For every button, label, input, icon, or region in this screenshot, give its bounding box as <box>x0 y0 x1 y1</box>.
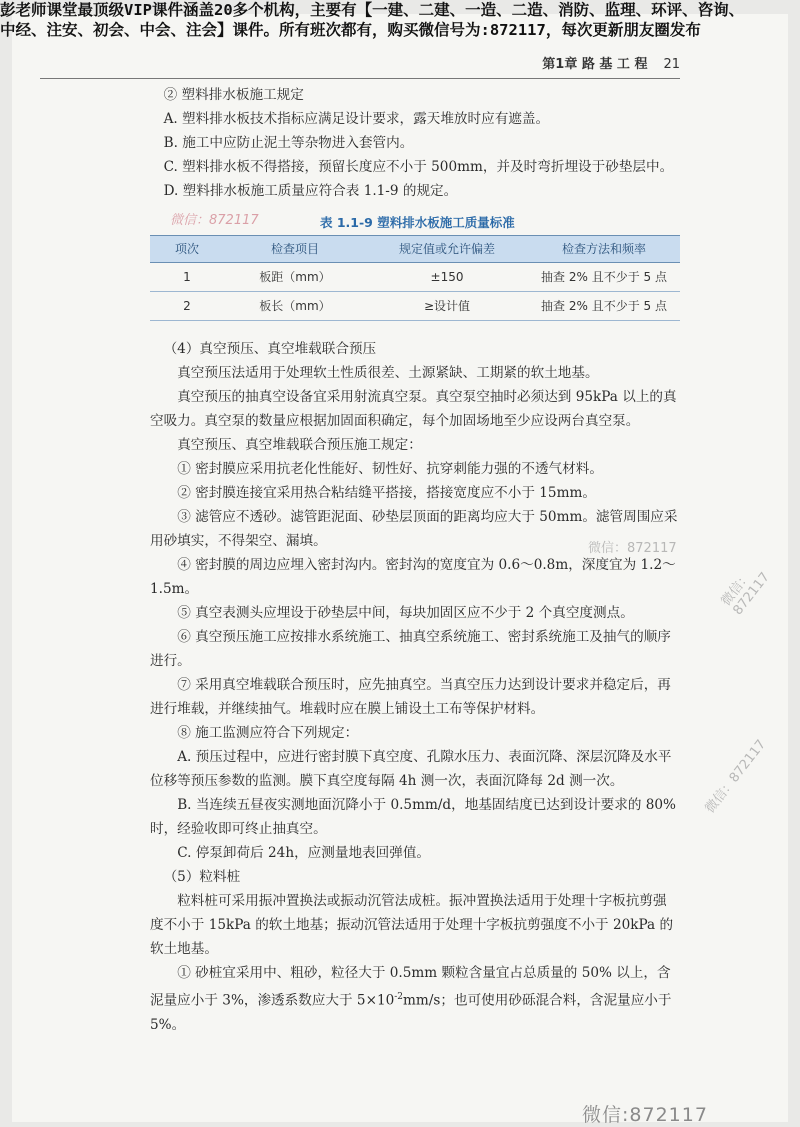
page-number: 21 <box>663 57 680 72</box>
sec2-item-5: ⑤ 真空表测头应埋设于砂垫层中间，每块加固区应不少于 2 个真空度测点。 <box>177 605 634 621</box>
sec2-item-3: ③ 滤管应不透砂。滤管距泥面、砂垫层顶面的距离均应大于 50mm。滤管周围应采用砂填实，不得架空、漏填。 <box>150 509 678 549</box>
cell: ≥设计值 <box>366 292 528 321</box>
sec3-p2-text-b: mm/s；也可使用砂砾混合料，含泥量应小于 5%。 <box>150 992 672 1033</box>
cell: 板长（mm） <box>224 292 366 321</box>
cell: 抽查 2% 且不少于 5 点 <box>528 292 680 321</box>
table-row <box>150 292 680 321</box>
banner-line-2: 中经、注安、初会、中会、注会】课件。所有班次都有，购买微信号为:872117，每次更新朋友圈发布 <box>0 21 701 39</box>
th-item: 检查项目 <box>224 236 366 263</box>
sec2-item-b: B. 当连续五昼夜实测地面沉降小于 0.5mm/d，地基固结度已达到设计要求的 80% 时，经验收即可终止抽真空。 <box>150 797 676 837</box>
watermark-3: 微信：872117 <box>702 737 770 817</box>
table-row <box>150 263 680 292</box>
sec2-item-8: ⑧ 施工监测应符合下列规定： <box>177 725 359 741</box>
cell: 1 <box>150 263 224 292</box>
sec2-item-7: ⑦ 采用真空堆载联合预压时，应先抽真空。当真空压力达到设计要求并稳定后，再进行堆载，并继续抽气。堆载时应在膜上铺设土工布等保护材料。 <box>150 677 671 717</box>
sec1-heading: ② 塑料排水板施工规定 <box>163 87 304 103</box>
sec3-heading: （5）粒料桩 <box>163 869 241 885</box>
sec2-heading: （4）真空预压、真空堆载联合预压 <box>163 341 377 357</box>
sec3-p1: 粒料桩可采用振冲置换法或振动沉管法成桩。振冲置换法适用于处理十字板抗剪强度不小于 15kPa 的软土地基；振动沉管法适用于处理十字板抗剪强度不小于 20kPa 的软土地基。 <box>150 893 674 957</box>
promo-banner <box>0 0 800 40</box>
quality-table <box>150 235 680 321</box>
sec2-item-2: ② 密封膜连接宜采用热合粘结缝平搭接，搭接宽度应不小于 15mm。 <box>177 485 596 501</box>
cell: 2 <box>150 292 224 321</box>
table-caption: 表 1.1-9 塑料排水板施工质量标准 <box>320 215 515 230</box>
sec2-item-1: ① 密封膜应采用抗老化性能好、韧性好、抗穿刺能力强的不透气材料。 <box>177 461 603 477</box>
sec2-item-4: ④ 密封膜的周边应埋入密封沟内。密封沟的宽度宜为 0.6～0.8m，深度宜为 1.2～1.5m。 <box>150 557 676 597</box>
running-head <box>40 53 680 79</box>
sec2-p3: 真空预压、真空堆载联合预压施工规定： <box>177 437 422 453</box>
sec2-p2: 真空预压的抽真空设备宜采用射流真空泵。真空泵空抽时必须达到 95kPa 以上的真空吸力。真空泵的数量应根据加固面积确定，每个加固场地至少应设两台真空泵。 <box>150 389 677 429</box>
watermark-1: 微信：872117 <box>588 541 677 556</box>
th-spec: 规定值或允许偏差 <box>366 236 528 263</box>
table-watermark: 微信：872117 <box>170 213 259 228</box>
sec1-item-b: B. 施工中应防止泥土等杂物进入套管内。 <box>163 135 414 151</box>
chapter-title: 第1章 路 基 工 程 <box>542 57 648 72</box>
cell: 抽查 2% 且不少于 5 点 <box>528 263 680 292</box>
th-method: 检查方法和频率 <box>528 236 680 263</box>
sec3-p2 <box>150 961 680 1037</box>
sec2-item-6: ⑥ 真空预压施工应按排水系统施工、抽真空系统施工、密封系统施工及抽气的顺序进行。 <box>150 629 671 669</box>
sec2-item-c: C. 停泵卸荷后 24h，应测量地表回弹值。 <box>177 845 431 861</box>
sec2-p1: 真空预压法适用于处理软土性质很差、土源紧缺、工期紧的软土地基。 <box>177 365 599 381</box>
th-no: 项次 <box>150 236 224 263</box>
table-caption-row <box>150 205 680 235</box>
sec1-item-a: A. 塑料排水板技术指标应满足设计要求，露天堆放时应有遮盖。 <box>163 111 550 127</box>
sec3-p2-text-a: ① 砂桩宜采用中、粗砂，粒径大于 0.5mm 颗粒含量宜占总质量的 50% 以上，含泥量应小于 3%，渗透系数应大于 5×10 <box>150 965 671 1009</box>
sec1-item-d: D. 塑料排水板施工质量应符合表 1.1-9 的规定。 <box>163 183 458 199</box>
table-header-row <box>150 236 680 263</box>
sec3-p2-superscript: -2 <box>394 992 404 1002</box>
banner-line-1: 彭老师课堂最顶级VIP课件涵盖20多个机构，主要有【一建、二建、一造、二造、消防、监理、环评、咨询、 <box>0 1 745 19</box>
sec2-item-a: A. 预压过程中，应进行密封膜下真空度、孔隙水压力、表面沉降、深层沉降及水平位移等预压参数的监测。膜下真空度每隔 4h 测一次，表面沉降每 2d 测一次。 <box>150 749 672 789</box>
cell: ±150 <box>366 263 528 292</box>
sec1-item-c: C. 塑料排水板不得搭接，预留长度应不小于 500mm，并及时弯折埋设于砂垫层中。 <box>163 159 674 175</box>
main-content <box>150 83 680 1037</box>
watermark-2: 微信：872117 <box>718 568 773 619</box>
bottom-watermark: 微信:872117 <box>582 1104 708 1126</box>
cell: 板距（mm） <box>224 263 366 292</box>
